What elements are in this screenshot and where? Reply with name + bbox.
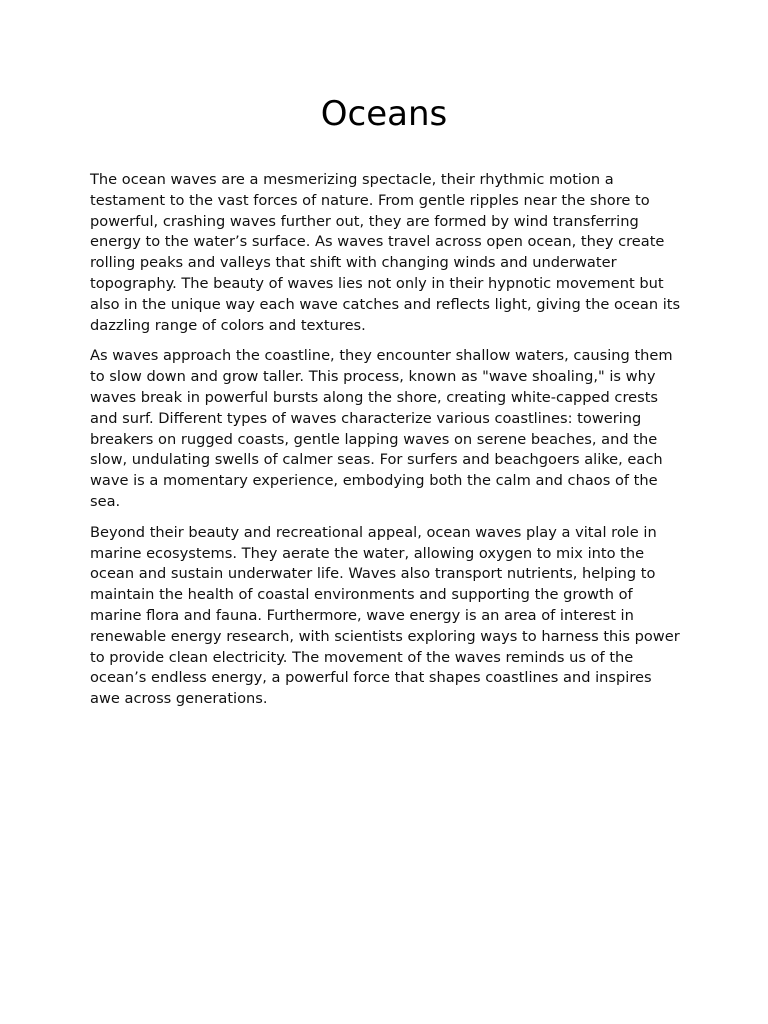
paragraph-1: The ocean waves are a mesmerizing spectacle, their rhythmic motion a testament to the vast forces of nature. From gentle ripples near the shore to powerful, crashing waves further out, they are formed by wind transferring energy to the water’s surface. As waves travel across open ocean, they create rolling peaks and valleys that shift with changing winds and underwater topography. The beauty of waves lies not only in their hypnotic movement but also in the unique way each wave catches and reflects light, giving the ocean its dazzling range of colors and textures. [90,171,681,334]
paragraph-2: As waves approach the coastline, they encounter shallow waters, causing them to slow down and grow taller. This process, known as "wave shoaling," is why waves break in powerful bursts along the shore, creating white-capped crests and surf. Different types of waves characterize various coastlines: towering breakers on rugged coasts, gentle lapping waves on serene beaches, and the slow, undulating swells of calmer seas. For surfers and beachgoers alike, each wave is a momentary experience, embodying both the calm and chaos of the sea. [90,347,673,510]
document-body [90,170,682,720]
paragraph-3: Beyond their beauty and recreational appeal, ocean waves play a vital role in marine ecosystems. They aerate the water, allowing oxygen to mix into the ocean and sustain underwater life. Waves also transport nutrients, helping to maintain the health of coastal environments and supporting the growth of marine flora and fauna. Furthermore, wave energy is an area of interest in renewable energy research, with scientists exploring ways to harness this power to provide clean electricity. The movement of the waves reminds us of the ocean’s endless energy, a powerful force that shapes coastlines and inspires awe across generations. [90,523,680,708]
page-title: Oceans [320,94,448,134]
